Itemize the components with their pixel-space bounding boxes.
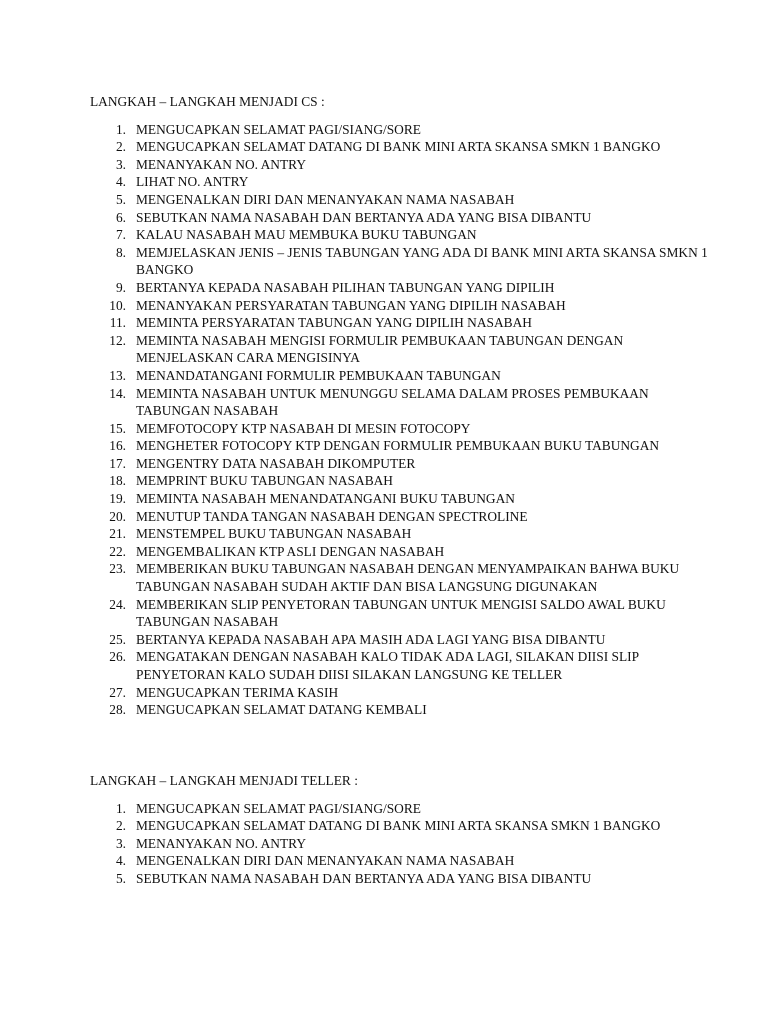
list-item: [90, 156, 710, 174]
step-number: 2.: [115, 818, 126, 834]
cs-heading: LANGKAH – LANGKAH MENJADI CS :: [90, 94, 325, 109]
list-item: [90, 297, 710, 315]
step-number: 20.: [109, 508, 126, 524]
list-item: [90, 138, 710, 156]
step-text: MENGUCAPKAN TERIMA KASIH: [136, 684, 339, 700]
step-number: 7.: [115, 227, 126, 243]
step-number: 2.: [115, 139, 126, 155]
step-text: MEMINTA NASABAH MENGISI FORMULIR PEMBUKAAN TABUNGAN DENGAN MENJELASKAN CARA MENGISINYA: [136, 332, 624, 366]
step-number: 4.: [115, 853, 126, 869]
teller-section: [90, 772, 710, 888]
list-item: [90, 835, 710, 853]
step-number: 1.: [115, 800, 126, 816]
step-text: MENGUCAPKAN SELAMAT DATANG DI BANK MINI ARTA SKANSA SMKN 1 BANGKO: [136, 818, 661, 834]
step-number: 25.: [109, 631, 126, 647]
step-number: 12.: [109, 332, 126, 348]
step-number: 17.: [109, 455, 126, 471]
step-text: MENANYAKAN NO. ANTRY: [136, 156, 306, 172]
step-text: MEMINTA PERSYARATAN TABUNGAN YANG DIPILIH NASABAH: [136, 315, 532, 331]
list-item: [90, 817, 710, 835]
list-item: [90, 437, 710, 455]
step-number: 3.: [115, 835, 126, 851]
step-text: MEMJELASKAN JENIS – JENIS TABUNGAN YANG ADA DI BANK MINI ARTA SKANSA SMKN 1 BANGKO: [136, 244, 708, 278]
step-number: 16.: [109, 438, 126, 454]
step-text: MENGUCAPKAN SELAMAT PAGI/SIANG/SORE: [136, 800, 421, 816]
list-item: [90, 173, 710, 191]
step-number: 9.: [115, 279, 126, 295]
step-number: 23.: [109, 561, 126, 577]
step-number: 13.: [109, 367, 126, 383]
step-text: MEMINTA NASABAH UNTUK MENUNGGU SELAMA DALAM PROSES PEMBUKAAN TABUNGAN NASABAH: [136, 385, 649, 419]
list-item: [90, 852, 710, 870]
step-text: SEBUTKAN NAMA NASABAH DAN BERTANYA ADA YANG BISA DIBANTU: [136, 870, 592, 886]
step-text: BERTANYA KEPADA NASABAH APA MASIH ADA LAGI YANG BISA DIBANTU: [136, 631, 606, 647]
step-text: KALAU NASABAH MAU MEMBUKA BUKU TABUNGAN: [136, 227, 477, 243]
step-number: 28.: [109, 702, 126, 718]
step-text: MENANYAKAN NO. ANTRY: [136, 835, 306, 851]
step-number: 5.: [115, 191, 126, 207]
step-text: MEMINTA NASABAH MENANDATANGANI BUKU TABUNGAN: [136, 491, 515, 507]
teller-heading: LANGKAH – LANGKAH MENJADI TELLER :: [90, 773, 358, 788]
list-item: [90, 314, 710, 332]
teller-steps-list: [90, 800, 710, 888]
step-number: 8.: [115, 244, 126, 260]
list-item: [90, 121, 710, 139]
step-text: MENGEMBALIKAN KTP ASLI DENGAN NASABAH: [136, 543, 445, 559]
step-text: MENGENALKAN DIRI DAN MENANYAKAN NAMA NASABAH: [136, 853, 515, 869]
list-item: [90, 701, 710, 719]
step-number: 6.: [115, 209, 126, 225]
step-number: 18.: [109, 473, 126, 489]
step-text: MEMBERIKAN BUKU TABUNGAN NASABAH DENGAN MENYAMPAIKAN BAHWA BUKU TABUNGAN NASABAH SUDAH AKTIF DAN BISA LANGSUNG DIGUNAKAN: [136, 561, 680, 595]
step-text: MENSTEMPEL BUKU TABUNGAN NASABAH: [136, 526, 412, 542]
step-number: 26.: [109, 649, 126, 665]
list-item: [90, 648, 710, 683]
step-text: MENGHETER FOTOCOPY KTP DENGAN FORMULIR PEMBUKAAN BUKU TABUNGAN: [136, 438, 660, 454]
step-text: MENUTUP TANDA TANGAN NASABAH DENGAN SPECTROLINE: [136, 508, 528, 524]
step-text: LIHAT NO. ANTRY: [136, 174, 249, 190]
cs-section: [90, 93, 710, 719]
step-number: 27.: [109, 684, 126, 700]
step-text: MENGENALKAN DIRI DAN MENANYAKAN NAMA NASABAH: [136, 191, 515, 207]
step-number: 14.: [109, 385, 126, 401]
step-text: MEMFOTOCOPY KTP NASABAH DI MESIN FOTOCOPY: [136, 420, 471, 436]
list-item: [90, 543, 710, 561]
list-item: [90, 490, 710, 508]
step-number: 22.: [109, 543, 126, 559]
step-number: 1.: [115, 121, 126, 137]
list-item: [90, 560, 710, 595]
list-item: [90, 800, 710, 818]
list-item: [90, 631, 710, 649]
list-item: [90, 385, 710, 420]
step-number: 3.: [115, 156, 126, 172]
step-number: 4.: [115, 174, 126, 190]
list-item: [90, 279, 710, 297]
step-number: 24.: [109, 596, 126, 612]
step-number: 15.: [109, 420, 126, 436]
list-item: [90, 455, 710, 473]
step-text: BERTANYA KEPADA NASABAH PILIHAN TABUNGAN YANG DIPILIH: [136, 279, 555, 295]
step-text: MENGUCAPKAN SELAMAT DATANG DI BANK MINI ARTA SKANSA SMKN 1 BANGKO: [136, 139, 661, 155]
step-text: MEMBERIKAN SLIP PENYETORAN TABUNGAN UNTUK MENGISI SALDO AWAL BUKU TABUNGAN NASABAH: [136, 596, 666, 630]
step-text: MENGATAKAN DENGAN NASABAH KALO TIDAK ADA LAGI, SILAKAN DIISI SLIP PENYETORAN KALO SUDAH DIISI SILAKAN LANGSUNG KE TELLER: [136, 649, 639, 682]
list-item: [90, 596, 710, 631]
list-item: [90, 191, 710, 209]
step-text: MENANDATANGANI FORMULIR PEMBUKAAN TABUNGAN: [136, 367, 501, 383]
step-text: MEMPRINT BUKU TABUNGAN NASABAH: [136, 473, 393, 489]
list-item: [90, 508, 710, 526]
step-number: 21.: [109, 526, 126, 542]
list-item: [90, 420, 710, 438]
step-text: MENANYAKAN PERSYARATAN TABUNGAN YANG DIPILIH NASABAH: [136, 297, 566, 313]
list-item: [90, 870, 710, 888]
step-number: 19.: [109, 491, 126, 507]
list-item: [90, 525, 710, 543]
list-item: [90, 244, 710, 279]
list-item: [90, 332, 710, 367]
step-text: MENGUCAPKAN SELAMAT PAGI/SIANG/SORE: [136, 121, 421, 137]
cs-steps-list: [90, 121, 710, 719]
list-item: [90, 226, 710, 244]
list-item: [90, 472, 710, 490]
step-text: MENGUCAPKAN SELAMAT DATANG KEMBALI: [136, 702, 427, 718]
step-text: SEBUTKAN NAMA NASABAH DAN BERTANYA ADA YANG BISA DIBANTU: [136, 209, 592, 225]
list-item: [90, 367, 710, 385]
step-number: 5.: [115, 870, 126, 886]
step-number: 10.: [109, 297, 126, 313]
step-text: MENGENTRY DATA NASABAH DIKOMPUTER: [136, 455, 416, 471]
step-number: 11.: [109, 315, 126, 331]
list-item: [90, 209, 710, 227]
list-item: [90, 684, 710, 702]
